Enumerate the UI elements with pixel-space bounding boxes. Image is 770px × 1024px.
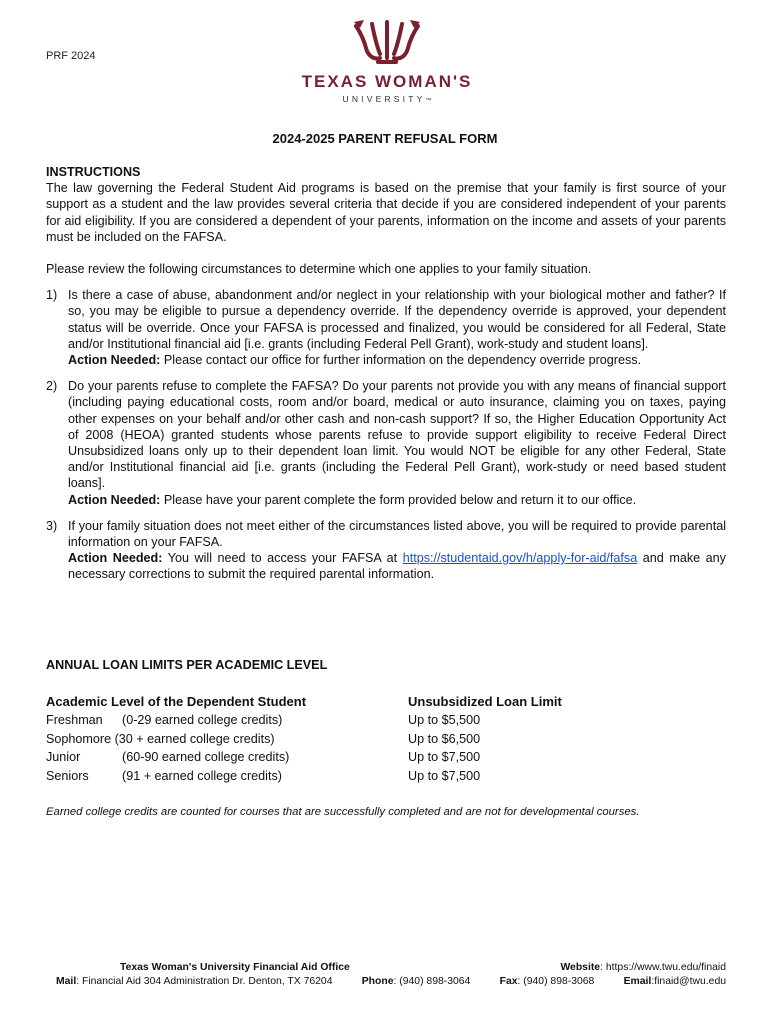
- table-row: Freshman (0-29 earned college credits): [46, 713, 283, 727]
- circumstance-1: [46, 287, 726, 368]
- action-text-after: and make any necessary corrections to submit the required parental information.: [68, 551, 726, 582]
- table-row: Seniors (91 + earned college credits): [46, 768, 282, 783]
- column-header-level: Academic Level of the Dependent Student: [46, 693, 307, 709]
- column-header-limit: Unsubsidized Loan Limit: [408, 693, 562, 709]
- table-row: Junior (60-90 earned college credits): [46, 750, 290, 764]
- limit-value: Up to $7,500: [408, 750, 481, 764]
- loan-limits-heading: ANNUAL LOAN LIMITS PER ACADEMIC LEVEL: [46, 658, 328, 672]
- credits-note: Earned college credits are counted for courses that are successfully completed and are not for developmental courses.: [46, 806, 640, 818]
- table-row: Sophomore (30 + earned college credits): [46, 731, 275, 746]
- university-logo: [292, 18, 482, 108]
- footer-fax: Fax: (940) 898-3068: [499, 976, 595, 987]
- loan-limits-section: [46, 656, 726, 785]
- circumstance-3: [46, 518, 726, 583]
- university-name: TEXAS WOMAN'S: [301, 72, 473, 91]
- item-number: 3): [46, 518, 58, 533]
- footer-website: Website: https://www.twu.edu/finaid: [560, 962, 726, 973]
- limit-value: Up to $7,500: [408, 768, 481, 783]
- instructions-heading: INSTRUCTIONS: [46, 165, 141, 179]
- fafsa-link[interactable]: https://studentaid.gov/h/apply-for-aid/fafsa: [402, 551, 638, 566]
- page-title: 2024-2025 PARENT REFUSAL FORM: [272, 131, 498, 146]
- instructions-section: [46, 164, 726, 583]
- action-label: Action Needed:: [68, 492, 161, 507]
- action-text: Please have your parent complete the form provided below and return it to our office.: [160, 492, 637, 507]
- limit-value: Up to $5,500: [408, 713, 481, 727]
- review-text: Please review the following circumstances to determine which one applies to your family situation.: [46, 262, 592, 277]
- footer-mail: Mail: Financial Aid 304 Administration Dr. Denton, TX 76204: [56, 976, 333, 987]
- university-subtitle: UNIVERSITY™: [342, 94, 432, 104]
- form-code: PRF 2024: [46, 50, 96, 62]
- footer: [46, 961, 726, 989]
- action-text: You will need to access your FAFSA at: [162, 551, 403, 566]
- circumstance-2: [46, 378, 726, 508]
- loan-limits-table: [46, 693, 726, 786]
- limit-value: Up to $6,500: [408, 731, 481, 746]
- footer-phone: Phone: (940) 898-3064: [361, 976, 471, 987]
- item-text: Do your parents refuse to complete the FAFSA? Do your parents not provide you with any means of financial support (including paying educational costs, room and/or board, medical or auto insurance, claiming you on taxes, paying other expenses on your behalf and/or other cash and non-cash support? If so, the Higher Education Opportunity Act of 2008 (HEOA) granted students whose parents refuse to provide support eligibility to receive Federal Direct Unsubsidized loans only up to their dependent loan limit. You would NOT be eligible for any other Federal, State and/or Institutional financial aid [i.e. grants (including the Federal Pell Grant), work-study or need based student loans].: [68, 379, 726, 491]
- action-label: Action Needed:: [68, 551, 163, 566]
- footer-email: Email:finaid@twu.edu: [623, 976, 726, 987]
- action-text: Please contact our office for further information on the dependency override progress.: [160, 353, 642, 368]
- item-number: 2): [46, 379, 58, 394]
- instructions-paragraph: The law governing the Federal Student Aid programs is based on the premise that your family is first source of your support as a student and the law provides several criteria that decide if you are considered independent of your parents for aid eligibility. If you are considered a dependent of your parents, information on the income and assets of your parents must be included on the FAFSA.: [46, 181, 726, 244]
- twu-pioneer-logo-icon: [350, 18, 424, 66]
- footer-office: Texas Woman's University Financial Aid Office: [120, 962, 350, 973]
- item-text: If your family situation does not meet either of the circumstances listed above, you will be required to provide parental information on your FAFSA.: [68, 518, 726, 550]
- action-label: Action Needed:: [68, 353, 161, 368]
- item-text: Is there a case of abuse, abandonment and/or neglect in your relationship with your biological mother and father? If so, you may be eligible to pursue a dependency override. If the dependency override is approved, your dependent status will be override. Once your FAFSA is processed and finalized, you would be considered for all Federal, State and/or Institutional financial aid [i.e. grants (including Federal Pell Grant), work-study and student loans].: [68, 288, 726, 351]
- item-number: 1): [46, 288, 58, 303]
